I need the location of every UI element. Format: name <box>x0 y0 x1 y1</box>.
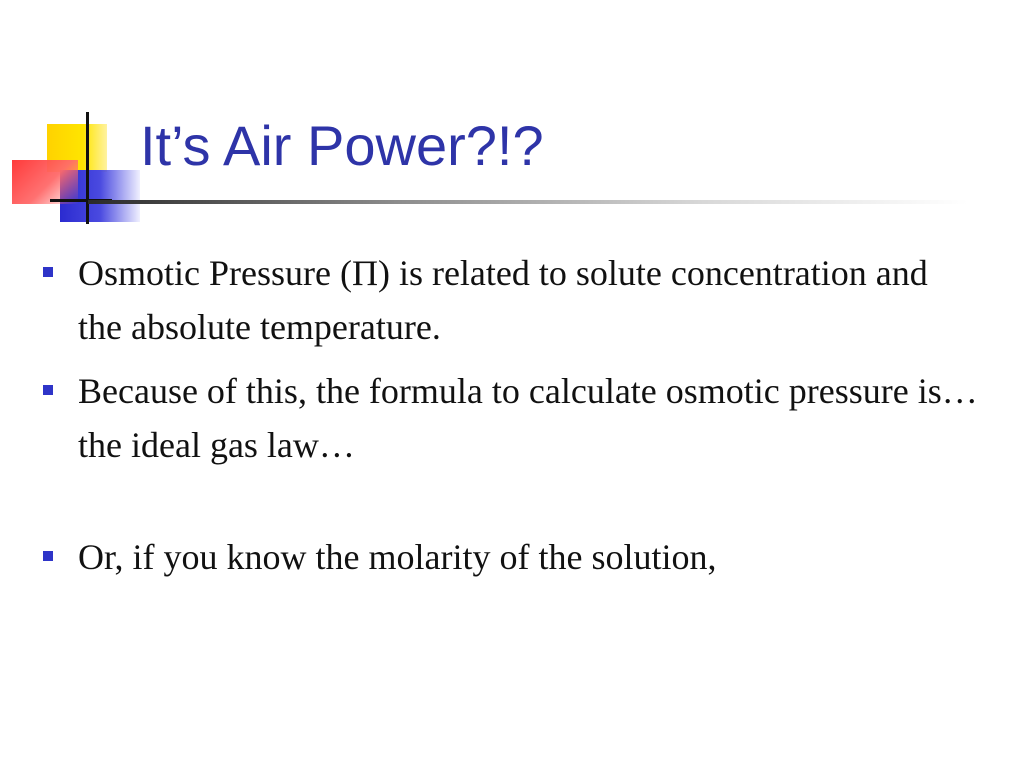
bullet-list <box>40 246 980 594</box>
square-bullet-icon <box>43 551 53 561</box>
bullet-text: Or, if you know the molarity of the solution, <box>78 537 717 577</box>
bullet-item <box>40 364 980 472</box>
bullet-item <box>40 530 980 584</box>
square-bullet-icon <box>43 385 53 395</box>
square-bullet-icon <box>43 267 53 277</box>
logo-vertical-line <box>86 112 89 224</box>
bullet-text: Osmotic Pressure (Π) is related to solute concentration and the absolute temperature. <box>78 253 928 347</box>
slide-title: It’s Air Power?!? <box>140 114 544 177</box>
logo-red-square <box>12 160 78 204</box>
bullet-item <box>40 246 980 354</box>
bullet-text: Because of this, the formula to calculate osmotic pressure is…the ideal gas law… <box>78 371 978 465</box>
title-underline <box>88 200 968 204</box>
